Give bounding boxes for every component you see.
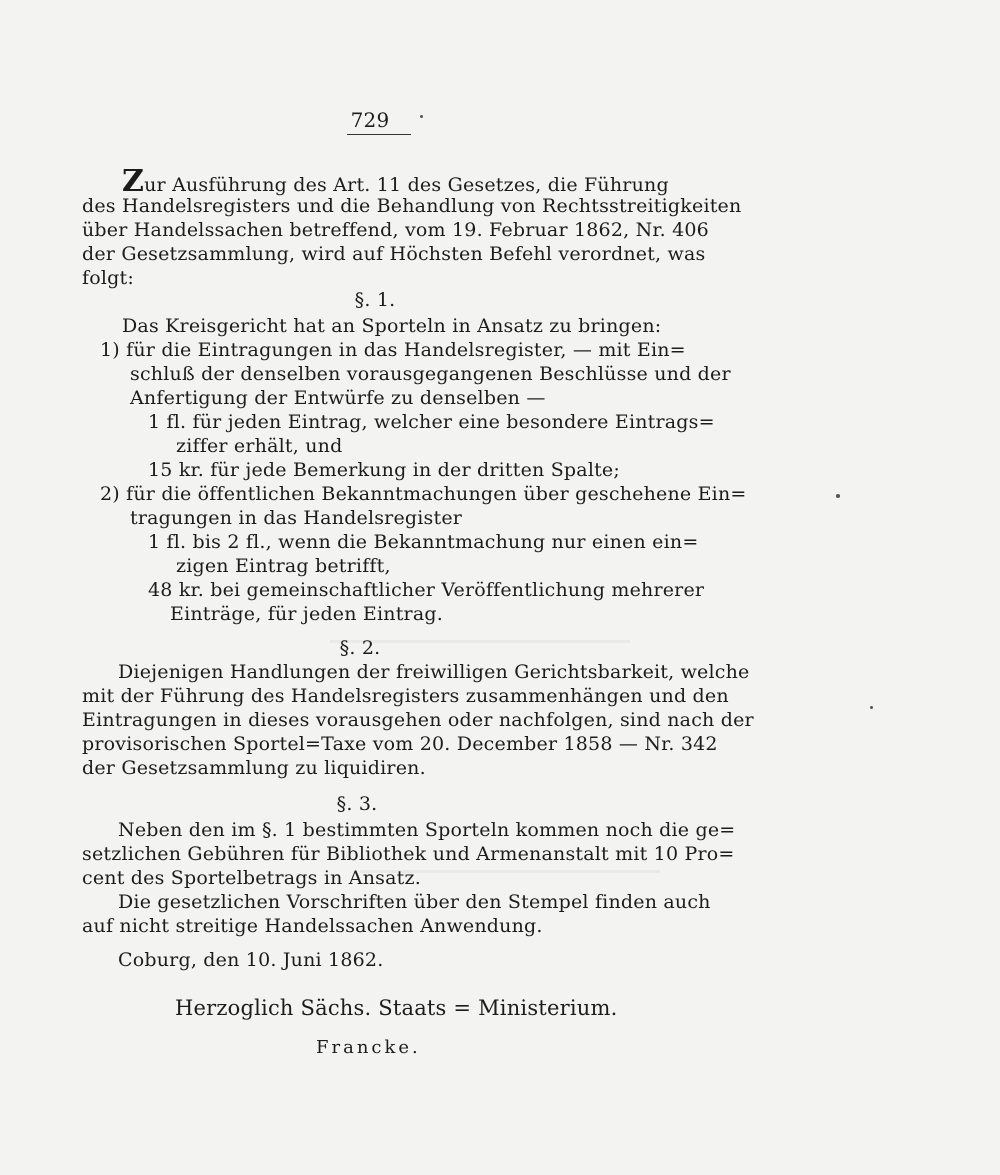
list-item-line: 2) für die öffentlichen Bekanntmachungen über geschehene Ein= (100, 483, 747, 505)
list-subitem-line: zigen Eintrag betrifft, (176, 555, 391, 577)
paragraph-line-text: ur Ausführung des Art. 11 des Gesetzes, die Führung (144, 174, 669, 196)
ministry-name: Herzoglich Sächs. Staats = Ministerium. (175, 996, 618, 1020)
paragraph-line: folgt: (82, 267, 134, 289)
section-heading: §. 1. (354, 289, 396, 311)
paragraph-line: setzlichen Gebühren für Bibliothek und Armenanstalt mit 10 Pro= (82, 843, 735, 865)
paper-speck (870, 706, 873, 709)
paragraph-line: der Gesetzsammlung, wird auf Höchsten Befehl verordnet, was (82, 243, 706, 265)
section-heading: §. 2. (339, 637, 381, 659)
show-through-line (330, 640, 630, 643)
paragraph-line: über Handelssachen betreffend, vom 19. Februar 1862, Nr. 406 (82, 219, 709, 241)
list-subitem-line: ziffer erhält, und (176, 435, 343, 457)
paragraph-line: Eintragungen in dieses vorausgehen oder nachfolgen, sind nach der (82, 709, 754, 731)
paragraph-line: Neben den im §. 1 bestimmten Sporteln kommen noch die ge= (118, 819, 736, 841)
show-through-line (360, 870, 660, 873)
paragraph-line: der Gesetzsammlung zu liquidiren. (82, 757, 426, 779)
paragraph-line: Diejenigen Handlungen der freiwilligen Gerichtsbarkeit, welche (118, 661, 750, 683)
paragraph-line: mit der Führung des Handelsregisters zusammenhängen und den (82, 685, 729, 707)
paper-speck (836, 494, 840, 498)
drop-cap: Z (122, 164, 145, 199)
list-item-line: 1) für die Eintragungen in das Handelsregister, — mit Ein= (100, 339, 686, 361)
list-item-line: Anfertigung der Entwürfe zu denselben — (130, 387, 546, 409)
list-item-line: schluß der denselben vorausgegangenen Beschlüsse und der (130, 363, 731, 385)
paragraph-line: Die gesetzlichen Vorschriften über den Stempel finden auch (118, 891, 711, 913)
paragraph-line: cent des Sportelbetrags in Ansatz. (82, 867, 421, 889)
list-item-line: tragungen in das Handelsregister (130, 507, 463, 529)
page-number: 729 (350, 108, 390, 132)
list-subitem-line: Einträge, für jeden Eintrag. (170, 603, 443, 625)
list-subitem-line: 15 kr. für jede Bemerkung in der dritten Spalte; (148, 459, 620, 481)
list-subitem-line: 1 fl. für jeden Eintrag, welcher eine besondere Eintrags= (148, 411, 715, 433)
page-number-rule (347, 134, 411, 135)
section-heading: §. 3. (336, 793, 378, 815)
paragraph-line: auf nicht streitige Handelssachen Anwendung. (82, 915, 543, 937)
list-subitem-line: 48 kr. bei gemeinschaftlicher Veröffentlichung mehrerer (148, 579, 705, 601)
paragraph-line: des Handelsregisters und die Behandlung von Rechtsstreitigkeiten (82, 195, 742, 217)
paragraph-line: provisorischen Sportel=Taxe vom 20. December 1858 — Nr. 342 (82, 733, 718, 755)
section-intro: Das Kreisgericht hat an Sporteln in Ansatz zu bringen: (122, 315, 662, 337)
signature: Francke. (316, 1037, 421, 1058)
date-line: Coburg, den 10. Juni 1862. (118, 949, 384, 971)
list-subitem-line: 1 fl. bis 2 fl., wenn die Bekanntmachung nur einen ein= (148, 531, 699, 553)
paper-speck (420, 115, 423, 118)
paragraph-line (122, 164, 669, 199)
